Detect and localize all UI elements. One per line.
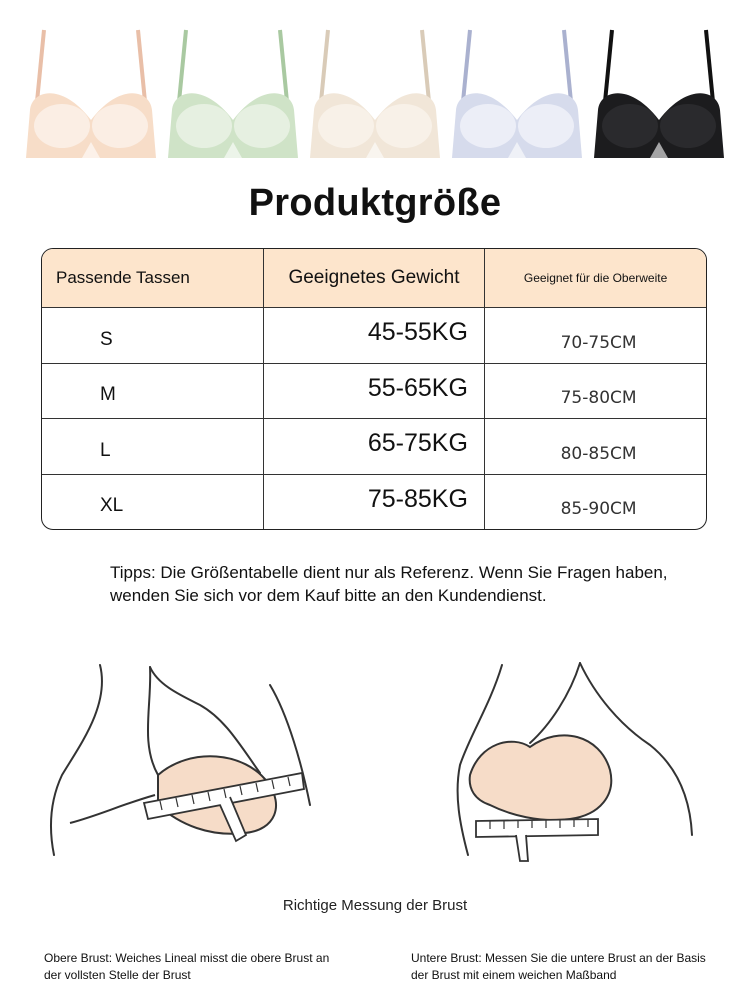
header-weight: Geeignetes Gewicht bbox=[263, 249, 484, 308]
product-image bbox=[164, 20, 302, 170]
cell-size: L bbox=[42, 419, 263, 475]
measuring-tape bbox=[476, 819, 598, 861]
cell-weight: 45-55KG bbox=[263, 308, 484, 364]
product-image bbox=[22, 20, 160, 170]
cell-bust: 70-75CM bbox=[485, 308, 706, 364]
tips-text: Tipps: Die Größentabelle dient nur als Referenz. Wenn Sie Fragen haben, wenden Sie sich vor dem Kauf bitte an den Kundendienst. bbox=[110, 563, 668, 605]
bust-shape bbox=[470, 735, 612, 820]
measurement-caption: Richtige Messung der Brust bbox=[282, 897, 468, 914]
lower-bust-note: Untere Brust: Messen Sie die untere Brust an der Basis der Brust mit einem weichen Maßband bbox=[411, 951, 706, 982]
product-gallery bbox=[22, 20, 728, 170]
cell-bust: 75-80CM bbox=[485, 363, 706, 419]
header-cup: Passende Tassen bbox=[42, 249, 263, 308]
product-image bbox=[306, 20, 444, 170]
cell-size: M bbox=[42, 363, 263, 419]
table-row bbox=[42, 308, 706, 364]
product-image bbox=[448, 20, 586, 170]
lower-bust-figure bbox=[420, 655, 710, 885]
table-header-row bbox=[42, 249, 706, 308]
measurement-illustration bbox=[0, 655, 750, 885]
table-row bbox=[42, 363, 706, 419]
cell-size: XL bbox=[42, 474, 263, 529]
cell-weight: 75-85KG bbox=[263, 474, 484, 529]
upper-bust-note: Obere Brust: Weiches Lineal misst die obere Brust an der vollsten Stelle der Brust bbox=[44, 951, 330, 982]
table-row bbox=[42, 474, 706, 529]
cell-size: S bbox=[42, 308, 263, 364]
cell-bust: 80-85CM bbox=[485, 419, 706, 475]
header-bust: Geeignet für die Oberweite bbox=[485, 249, 706, 308]
product-image bbox=[590, 20, 728, 170]
cell-weight: 55-65KG bbox=[263, 363, 484, 419]
cell-weight: 65-75KG bbox=[263, 419, 484, 475]
size-table bbox=[41, 248, 707, 530]
upper-bust-figure bbox=[40, 655, 330, 885]
table-row bbox=[42, 419, 706, 475]
page-title: Produktgröße bbox=[248, 182, 502, 224]
cell-bust: 85-90CM bbox=[485, 474, 706, 529]
